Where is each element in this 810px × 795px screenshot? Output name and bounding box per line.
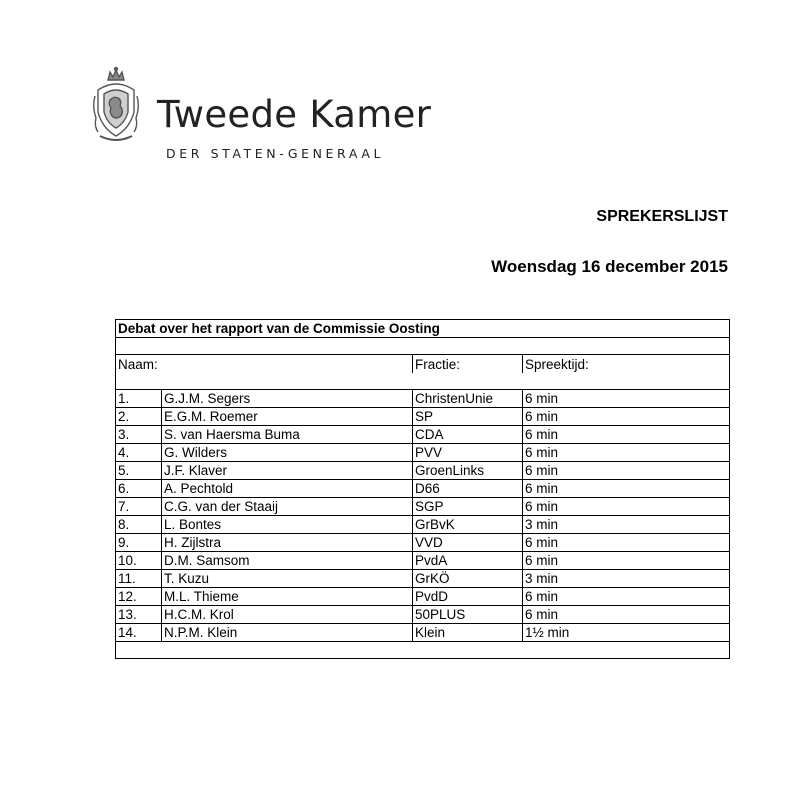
speaker-party: CDA — [413, 426, 523, 444]
speaker-party: GrKÖ — [413, 570, 523, 588]
row-number: 13. — [116, 606, 162, 624]
speaker-name: D.M. Samsom — [162, 552, 413, 570]
speaker-time: 6 min — [523, 444, 730, 462]
document-title: SPREKERSLIJST — [596, 208, 728, 225]
table-row — [116, 570, 730, 588]
speaker-party: SGP — [413, 498, 523, 516]
table-row — [116, 606, 730, 624]
speaker-name: J.F. Klaver — [162, 462, 413, 480]
table-row — [116, 588, 730, 606]
speaker-name: S. van Haersma Buma — [162, 426, 413, 444]
row-number: 10. — [116, 552, 162, 570]
table-row — [116, 498, 730, 516]
header-party: Fractie: — [413, 355, 523, 374]
row-number: 14. — [116, 624, 162, 642]
speaker-name: T. Kuzu — [162, 570, 413, 588]
row-number: 2. — [116, 408, 162, 426]
spacer-row — [116, 338, 730, 355]
speaker-time: 6 min — [523, 498, 730, 516]
table-row — [116, 444, 730, 462]
royal-lion-crest-icon — [92, 66, 140, 144]
speaker-party: Klein — [413, 624, 523, 642]
speaker-time: 6 min — [523, 462, 730, 480]
speaker-time: 3 min — [523, 570, 730, 588]
speaker-party: GrBvK — [413, 516, 523, 534]
speaker-party: VVD — [413, 534, 523, 552]
header-name: Naam: — [116, 355, 413, 374]
row-number: 5. — [116, 462, 162, 480]
debate-title-row — [116, 320, 730, 338]
row-number: 8. — [116, 516, 162, 534]
speaker-party: PvdA — [413, 552, 523, 570]
speaker-time: 3 min — [523, 516, 730, 534]
table-row — [116, 390, 730, 408]
speaker-time: 6 min — [523, 390, 730, 408]
speaker-name: H.C.M. Krol — [162, 606, 413, 624]
speaker-name: N.P.M. Klein — [162, 624, 413, 642]
speaker-time: 1½ min — [523, 624, 730, 642]
row-number: 11. — [116, 570, 162, 588]
speaker-name: H. Zijlstra — [162, 534, 413, 552]
table-row — [116, 516, 730, 534]
speaker-party: SP — [413, 408, 523, 426]
speaker-time: 6 min — [523, 408, 730, 426]
row-number: 12. — [116, 588, 162, 606]
speaker-party: 50PLUS — [413, 606, 523, 624]
speaker-name: E.G.M. Roemer — [162, 408, 413, 426]
speaker-party: PVV — [413, 444, 523, 462]
speaker-time: 6 min — [523, 480, 730, 498]
row-number: 7. — [116, 498, 162, 516]
speaker-party: GroenLinks — [413, 462, 523, 480]
logo-subtitle: DER STATEN-GENERAAL — [166, 146, 385, 161]
row-number: 9. — [116, 534, 162, 552]
speaker-name: L. Bontes — [162, 516, 413, 534]
row-number: 4. — [116, 444, 162, 462]
row-number: 3. — [116, 426, 162, 444]
spacer-row — [116, 642, 730, 659]
speakers-table — [115, 319, 730, 659]
speaker-name: M.L. Thieme — [162, 588, 413, 606]
speaker-party: PvdD — [413, 588, 523, 606]
speaker-time: 6 min — [523, 426, 730, 444]
table-row — [116, 426, 730, 444]
row-number: 1. — [116, 390, 162, 408]
speaker-name: A. Pechtold — [162, 480, 413, 498]
speaker-name: C.G. van der Staaij — [162, 498, 413, 516]
table-row — [116, 552, 730, 570]
table-row — [116, 624, 730, 642]
speaker-name: G.J.M. Segers — [162, 390, 413, 408]
document-date: Woensdag 16 december 2015 — [491, 257, 728, 276]
table-header-row — [116, 355, 730, 374]
table-row — [116, 408, 730, 426]
speaker-party: D66 — [413, 480, 523, 498]
table-row — [116, 480, 730, 498]
table-row — [116, 534, 730, 552]
logo-title: Tweede Kamer — [157, 93, 432, 136]
speaker-party: ChristenUnie — [413, 390, 523, 408]
speaker-time: 6 min — [523, 552, 730, 570]
table-row — [116, 462, 730, 480]
debate-title: Debat over het rapport van de Commissie Oosting — [116, 320, 730, 338]
row-number: 6. — [116, 480, 162, 498]
spacer-row — [116, 373, 730, 390]
speaker-name: G. Wilders — [162, 444, 413, 462]
speaker-time: 6 min — [523, 588, 730, 606]
header-time: Spreektijd: — [523, 355, 730, 374]
speaker-time: 6 min — [523, 606, 730, 624]
speaker-time: 6 min — [523, 534, 730, 552]
